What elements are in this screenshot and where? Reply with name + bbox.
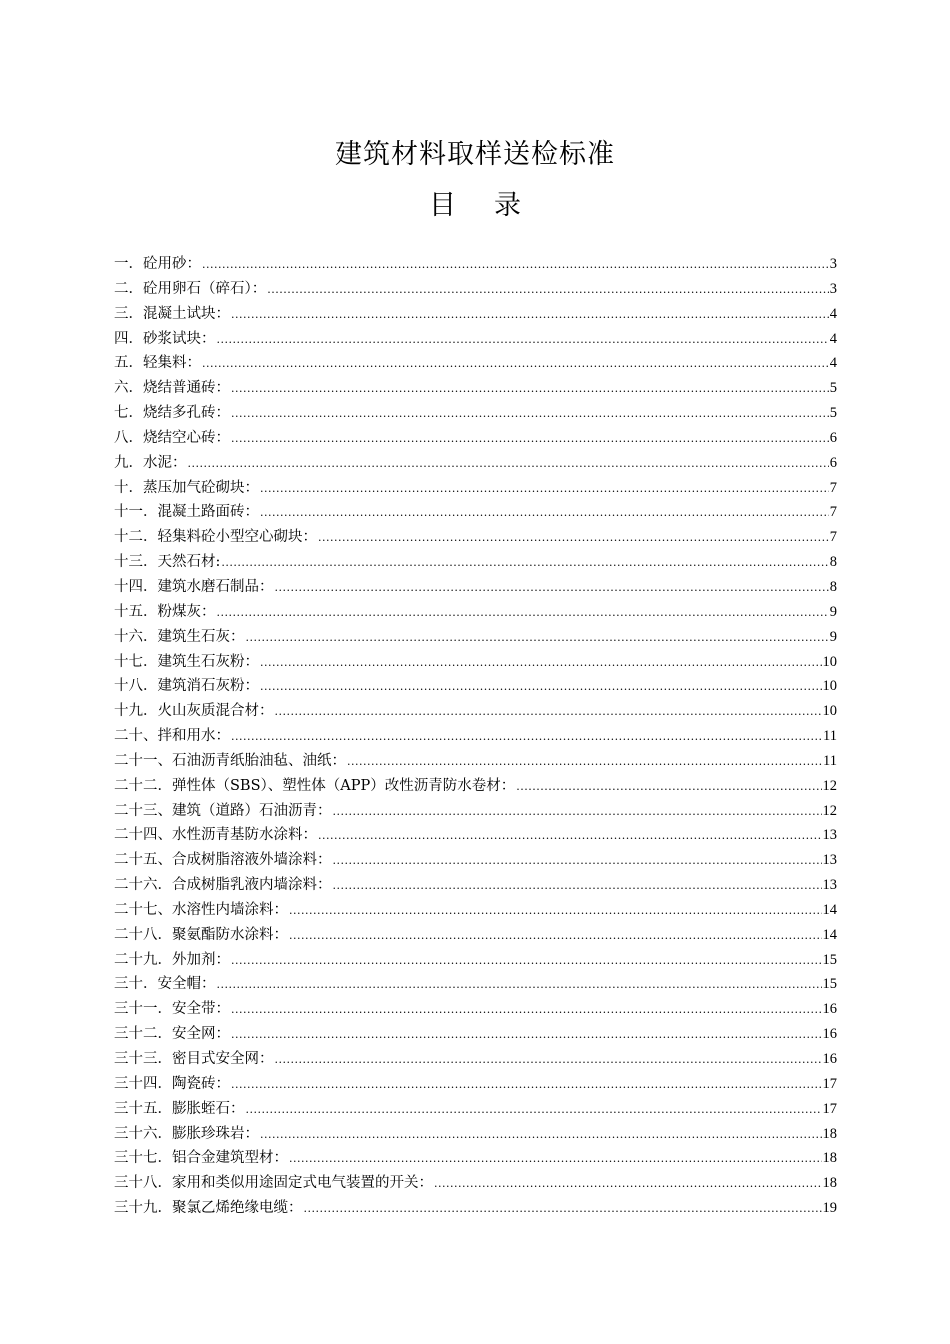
toc-entry-label: 三十．安全帽： [114, 976, 216, 993]
toc-entry-page-number: 9 [829, 628, 837, 645]
toc-dot-leader [275, 1048, 822, 1073]
toc-entry-label: 十二．轻集料砼小型空心砌块： [114, 529, 317, 546]
toc-dot-leader [434, 1172, 822, 1197]
toc-entry-label: 三十五．膨胀蛭石： [114, 1100, 245, 1117]
toc-entry-label: 三十三．密目式安全网： [114, 1051, 274, 1067]
toc-dot-leader [289, 924, 822, 949]
table-of-contents [114, 252, 837, 1221]
toc-entry-page-number: 17 [822, 1075, 837, 1092]
toc-entry[interactable] [114, 1097, 837, 1122]
toc-entry[interactable] [114, 972, 837, 997]
toc-entry[interactable] [114, 451, 837, 476]
toc-dot-leader [347, 750, 822, 775]
toc-entry[interactable] [114, 749, 837, 774]
toc-entry-page-number: 7 [829, 479, 837, 496]
toc-entry-page-number: 16 [822, 1001, 837, 1018]
toc-entry[interactable] [114, 525, 837, 550]
toc-entry[interactable] [114, 848, 837, 873]
toc-dot-leader [260, 651, 822, 676]
toc-entry[interactable] [114, 997, 837, 1022]
toc-dot-leader [231, 998, 822, 1023]
toc-dot-leader [260, 675, 822, 700]
toc-dot-leader [202, 352, 829, 377]
toc-entry[interactable] [114, 600, 837, 625]
toc-dot-leader [231, 1073, 822, 1098]
toc-entry-page-number: 11 [823, 752, 837, 769]
toc-entry-page-number: 15 [822, 976, 837, 993]
toc-entry[interactable] [114, 1047, 837, 1072]
toc-entry-label: 四．砂浆试块： [114, 330, 216, 347]
toc-entry-page-number: 7 [829, 504, 837, 521]
toc-entry-page-number: 8 [829, 578, 837, 595]
toc-entry[interactable] [114, 799, 837, 824]
toc-entry[interactable] [114, 550, 837, 575]
toc-dot-leader [231, 949, 822, 974]
toc-entry-page-number: 19 [822, 1200, 837, 1217]
toc-entry-page-number: 13 [822, 827, 837, 844]
toc-dot-leader [516, 775, 821, 800]
toc-entry-label: 二十二．弹性体（SBS）、塑性体（APP）改性沥青防水卷材： [114, 777, 516, 794]
toc-entry-label: 八．烧结空心砖： [114, 429, 230, 446]
toc-entry-page-number: 6 [829, 429, 837, 446]
toc-entry[interactable] [114, 476, 837, 501]
document-title: 建筑材料取样送检标准 [335, 139, 615, 170]
toc-entry[interactable] [114, 650, 837, 675]
toc-entry-page-number: 7 [829, 529, 837, 546]
toc-entry-label: 六．烧结普通砖： [114, 380, 230, 397]
toc-entry-page-number: 16 [822, 1026, 837, 1043]
toc-dot-leader [231, 1023, 822, 1048]
toc-entry-page-number: 18 [822, 1150, 837, 1167]
toc-entry-label: 十七．建筑生石灰粉： [114, 653, 259, 670]
toc-entry-label: 三十一．安全带： [114, 1001, 230, 1018]
toc-entry[interactable] [114, 1022, 837, 1047]
toc-dot-leader [318, 824, 822, 849]
toc-dot-leader [333, 849, 822, 874]
toc-entry[interactable] [114, 575, 837, 600]
toc-entry[interactable] [114, 1072, 837, 1097]
toc-dot-leader [333, 874, 822, 899]
toc-dot-leader [275, 700, 822, 725]
toc-entry-page-number: 16 [822, 1051, 837, 1067]
toc-dot-leader [231, 377, 829, 402]
toc-entry-page-number: 9 [829, 603, 837, 620]
toc-entry[interactable] [114, 1171, 837, 1196]
toc-entry-page-number: 14 [822, 926, 837, 943]
toc-entry-label: 三十八．家用和类似用途固定式电气装置的开关： [114, 1175, 433, 1192]
toc-entry-page-number: 3 [829, 256, 837, 272]
toc-entry-page-number: 15 [822, 951, 837, 968]
toc-entry-label: 十九．火山灰质混合材： [114, 703, 274, 720]
toc-dot-leader [267, 278, 829, 303]
toc-entry[interactable] [114, 1146, 837, 1171]
toc-entry-page-number: 4 [829, 355, 837, 372]
toc-entry-label: 二十一、石油沥青纸胎油毡、油纸： [114, 752, 346, 769]
toc-entry-label: 十四．建筑水磨石制品： [114, 578, 274, 595]
toc-entry-page-number: 8 [829, 554, 837, 571]
toc-heading: 目录 [429, 190, 559, 221]
toc-entry[interactable] [114, 401, 837, 426]
toc-entry[interactable] [114, 426, 837, 451]
toc-entry[interactable] [114, 302, 837, 327]
toc-dot-leader [221, 551, 828, 576]
toc-entry[interactable] [114, 898, 837, 923]
toc-entry-page-number: 12 [822, 777, 837, 794]
toc-entry-page-number: 10 [822, 703, 837, 720]
toc-entry-label: 五．轻集料： [114, 355, 201, 372]
toc-dot-leader [231, 303, 829, 328]
toc-dot-leader [188, 452, 829, 477]
toc-entry[interactable] [114, 1122, 837, 1147]
toc-dot-leader [231, 402, 829, 427]
toc-entry-page-number: 6 [829, 454, 837, 471]
toc-dot-leader [246, 626, 829, 651]
toc-dot-leader [202, 253, 829, 278]
toc-entry[interactable] [114, 699, 837, 724]
toc-entry-page-number: 4 [829, 330, 837, 347]
toc-entry-page-number: 13 [822, 852, 837, 869]
toc-entry-label: 十五．粉煤灰： [114, 603, 216, 620]
toc-entry[interactable] [114, 500, 837, 525]
toc-entry-label: 十六．建筑生石灰： [114, 628, 245, 645]
toc-entry-page-number: 18 [822, 1175, 837, 1192]
toc-entry[interactable] [114, 923, 837, 948]
toc-entry-label: 三十六．膨胀珍珠岩： [114, 1125, 259, 1142]
toc-dot-leader [260, 477, 829, 502]
toc-entry-label: 三十九．聚氯乙烯绝缘电缆： [114, 1200, 303, 1217]
toc-entry[interactable] [114, 674, 837, 699]
toc-dot-leader [260, 1123, 822, 1148]
toc-dot-leader [231, 427, 829, 452]
toc-dot-leader [318, 526, 829, 551]
toc-entry-label: 二十八．聚氨酯防水涂料： [114, 926, 288, 943]
toc-entry-label: 十．蒸压加气砼砌块： [114, 479, 259, 496]
toc-entry-label: 二十九．外加剂： [114, 951, 230, 968]
toc-entry-label: 一．砼用砂： [114, 256, 201, 272]
toc-entry-label: 三十四．陶瓷砖： [114, 1075, 230, 1092]
toc-entry[interactable] [114, 1196, 837, 1221]
toc-dot-leader [304, 1197, 822, 1222]
toc-entry-page-number: 5 [829, 380, 837, 397]
toc-dot-leader [333, 800, 822, 825]
toc-entry-label: 三．混凝土试块： [114, 305, 230, 322]
toc-entry-label: 二十三、建筑（道路）石油沥青： [114, 802, 332, 819]
toc-entry[interactable] [114, 873, 837, 898]
toc-entry-page-number: 10 [822, 653, 837, 670]
toc-dot-leader [217, 973, 822, 998]
toc-entry-label: 二十五、合成树脂溶液外墙涂料： [114, 852, 332, 869]
toc-entry[interactable] [114, 376, 837, 401]
toc-entry-page-number: 10 [822, 678, 837, 695]
toc-entry-label: 三十二．安全网： [114, 1026, 230, 1043]
toc-entry[interactable] [114, 351, 837, 376]
toc-entry-page-number: 4 [829, 305, 837, 322]
toc-dot-leader [246, 1098, 822, 1123]
toc-entry-page-number: 13 [822, 877, 837, 894]
toc-entry-label: 二十六．合成树脂乳液内墙涂料： [114, 877, 332, 894]
toc-entry-label: 二十七、水溶性内墙涂料： [114, 901, 288, 918]
toc-entry[interactable] [114, 948, 837, 973]
toc-entry-page-number: 12 [822, 802, 837, 819]
toc-dot-leader [289, 1147, 822, 1172]
toc-dot-leader [217, 601, 829, 626]
toc-entry[interactable] [114, 724, 837, 749]
toc-entry[interactable] [114, 277, 837, 302]
toc-entry[interactable] [114, 327, 837, 352]
toc-entry-page-number: 17 [822, 1100, 837, 1117]
toc-entry-label: 二十、拌和用水： [114, 728, 230, 745]
toc-entry[interactable] [114, 774, 837, 799]
toc-dot-leader [260, 501, 829, 526]
toc-entry-page-number: 18 [822, 1125, 837, 1142]
toc-entry-label: 三十七．铝合金建筑型材： [114, 1150, 288, 1167]
toc-entry-page-number: 5 [829, 405, 837, 422]
toc-entry-page-number: 3 [829, 280, 837, 297]
toc-dot-leader [217, 328, 829, 353]
toc-entry[interactable] [114, 252, 837, 277]
toc-entry-label: 十八．建筑消石灰粉： [114, 678, 259, 695]
toc-entry-label: 七．烧结多孔砖： [114, 405, 230, 422]
toc-entry-label: 十三．天然石材: [114, 554, 221, 571]
toc-entry-page-number: 14 [822, 901, 837, 918]
toc-dot-leader [231, 725, 822, 750]
toc-entry[interactable] [114, 823, 837, 848]
toc-entry-page-number: 11 [823, 728, 837, 745]
toc-entry-label: 二十四、水性沥青基防水涂料： [114, 827, 317, 844]
toc-dot-leader [289, 899, 822, 924]
toc-entry-label: 九．水泥： [114, 454, 187, 471]
toc-entry[interactable] [114, 625, 837, 650]
toc-entry-label: 二．砼用卵石（碎石）： [114, 280, 267, 297]
toc-entry-label: 十一．混凝土路面砖： [114, 504, 259, 521]
toc-dot-leader [275, 576, 829, 601]
